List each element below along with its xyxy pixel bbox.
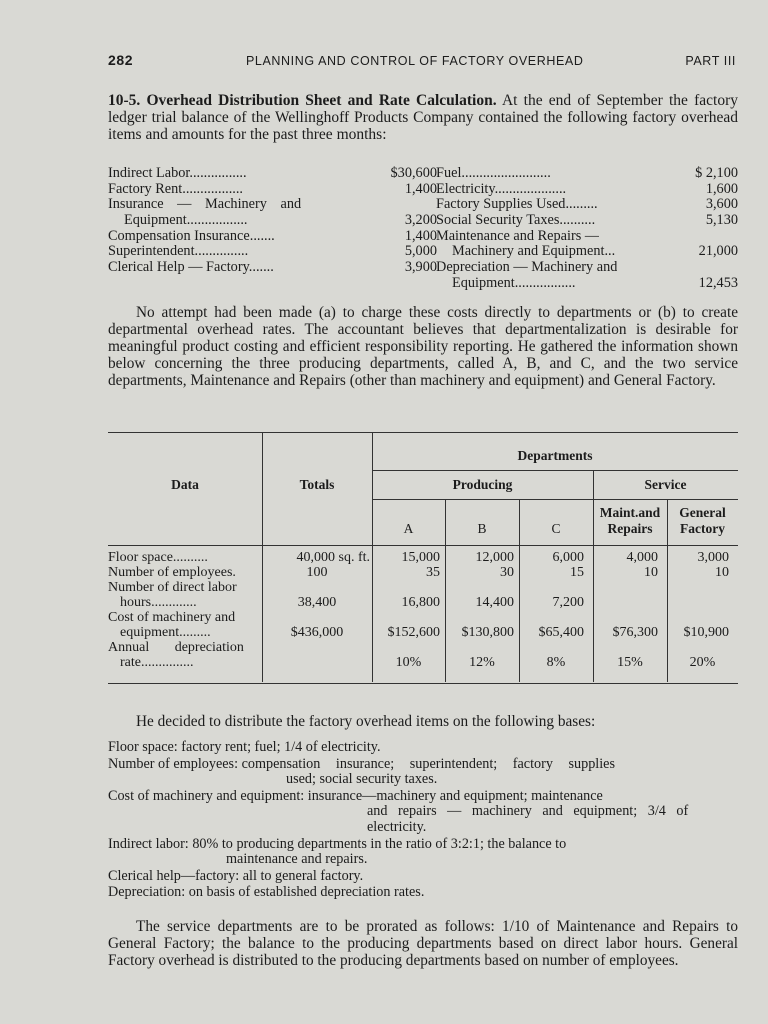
col-header-maint-line2: Repairs bbox=[607, 521, 653, 536]
col-header-b: B bbox=[477, 521, 487, 536]
row-label: Cost of machinery and bbox=[108, 610, 236, 625]
item-amount: 1,400 bbox=[404, 180, 437, 197]
col-header-general-line1: General bbox=[679, 505, 726, 520]
basis-term: Clerical help—factory: bbox=[108, 867, 240, 884]
basis-item bbox=[108, 837, 738, 868]
basis-text-cont: and repairs — machinery and equipment; 3/4 of bbox=[367, 803, 689, 820]
item-label: Clerical Help — Factory....... bbox=[108, 260, 274, 276]
item-label: Electricity.................... bbox=[436, 181, 567, 197]
departments-rule bbox=[372, 470, 738, 471]
item-label: Depreciation — Machinery and bbox=[436, 260, 618, 276]
page-number: 282 bbox=[108, 52, 134, 68]
cell-maint: 15% bbox=[617, 655, 643, 670]
basis-item bbox=[108, 869, 738, 885]
basis-text: 80% to producing departments in the ratio of 3:2:1; the balance to bbox=[192, 835, 567, 852]
item-amount: 3,900 bbox=[404, 259, 437, 276]
item-amount: $ 2,100 bbox=[695, 165, 738, 181]
item-label: Factory Rent................. bbox=[108, 181, 244, 197]
cell-b: $130,800 bbox=[461, 625, 514, 640]
producing-service-rule bbox=[372, 499, 738, 500]
item-amount: $30,600 bbox=[390, 165, 437, 181]
basis-term: Floor space: bbox=[108, 739, 178, 755]
header-bottom-rule bbox=[108, 545, 738, 546]
item-label: Superintendent............... bbox=[108, 244, 249, 260]
cell-c: 8% bbox=[546, 655, 566, 670]
overhead-item bbox=[108, 213, 437, 229]
item-label: Machinery and Equipment... bbox=[452, 244, 616, 260]
cell-maint: $76,300 bbox=[612, 625, 658, 640]
basis-text: on basis of established depreciation rates. bbox=[188, 884, 425, 901]
overhead-item bbox=[108, 244, 437, 260]
item-label: Maintenance and Repairs — bbox=[436, 228, 600, 244]
basis-text: factory rent; fuel; 1/4 of electricity. bbox=[181, 739, 381, 755]
basis-item bbox=[108, 740, 738, 756]
basis-item bbox=[108, 885, 738, 901]
row-label-cont: equipment......... bbox=[120, 625, 211, 640]
overhead-item bbox=[436, 229, 738, 245]
col-header-maint-line1: Maint.and bbox=[599, 505, 661, 520]
basis-item bbox=[108, 757, 738, 788]
problem-heading: Overhead Distribution Sheet and Rate Calculation. bbox=[146, 92, 497, 109]
paragraph-departmentalization: No attempt had been made (a) to charge these costs directly to departments or (b) to create departmental overhead rates. The accountant believes that departmentalization is desirable for meaningful product costing and efficient responsibility reporting. He gathered the information shown below concerning the three producing departments, called A, B, and C, and the two service departments, Maintenance and Repairs (other than machinery and equipment) and General Factory. bbox=[108, 304, 738, 389]
overhead-item bbox=[108, 166, 437, 182]
basis-item bbox=[108, 789, 738, 836]
basis-text-cont: electricity. bbox=[367, 818, 427, 835]
col-header-departments: Departments bbox=[517, 448, 593, 463]
cell-a: 16,800 bbox=[401, 595, 440, 610]
col-header-c: C bbox=[551, 521, 561, 536]
cell-a: $152,600 bbox=[387, 625, 440, 640]
distribution-bases-list bbox=[108, 740, 738, 902]
item-label: Indirect Labor................ bbox=[108, 166, 247, 181]
running-header bbox=[108, 52, 738, 72]
cell-totals: $436,000 bbox=[290, 625, 344, 640]
problem-intro bbox=[108, 92, 738, 143]
overhead-item bbox=[108, 229, 437, 245]
item-label: Fuel......................... bbox=[436, 166, 551, 181]
basis-term: Number of employees: bbox=[108, 755, 239, 772]
basis-text-cont: used; social security taxes. bbox=[286, 771, 438, 788]
cell-totals: 40,000 sq. ft. bbox=[296, 550, 370, 565]
row-label: Number of direct labor bbox=[108, 580, 237, 595]
overhead-item bbox=[436, 182, 738, 198]
col-header-a: A bbox=[403, 521, 414, 536]
cell-c: $65,400 bbox=[538, 625, 584, 640]
item-label: Equipment................. bbox=[452, 275, 576, 291]
overhead-items-left bbox=[108, 166, 437, 276]
basis-term: Depreciation: bbox=[108, 884, 186, 901]
cell-general: 3,000 bbox=[697, 550, 729, 565]
item-amount: 21,000 bbox=[698, 243, 738, 260]
item-label: Factory Supplies Used......... bbox=[436, 197, 598, 213]
overhead-item bbox=[108, 260, 437, 276]
item-label: Insurance — Machinery and bbox=[108, 197, 302, 213]
cell-b: 12% bbox=[469, 655, 495, 670]
overhead-item bbox=[108, 197, 437, 213]
item-amount: 3,200 bbox=[404, 212, 437, 229]
table-bottom-rule bbox=[108, 683, 738, 684]
basis-text: all to general factory. bbox=[242, 867, 364, 884]
overhead-item bbox=[436, 244, 738, 260]
col-header-general-line2: Factory bbox=[680, 521, 725, 536]
overhead-item bbox=[436, 213, 738, 229]
cell-totals: 100 bbox=[306, 565, 328, 580]
basis-text: compensation insurance; superintendent; factory supplies bbox=[241, 755, 615, 772]
row-label: Annual depreciation bbox=[108, 640, 244, 655]
overhead-item bbox=[436, 166, 738, 182]
cell-c: 6,000 bbox=[552, 550, 584, 565]
item-label: Compensation Insurance....... bbox=[108, 228, 275, 244]
overhead-item bbox=[436, 260, 738, 276]
overhead-item bbox=[436, 197, 738, 213]
cell-b: 30 bbox=[500, 565, 514, 580]
overhead-item bbox=[108, 182, 437, 198]
cell-a: 35 bbox=[426, 565, 440, 580]
basis-text-cont: maintenance and repairs. bbox=[226, 851, 368, 868]
item-label: Equipment................. bbox=[124, 213, 248, 229]
row-label-cont: rate............... bbox=[120, 655, 194, 670]
basis-term: Indirect labor: bbox=[108, 835, 189, 852]
overhead-items-right bbox=[436, 166, 738, 292]
problem-intro-text: At the end of September the factory ledger trial balance of the Wellinghoff Products Company contained the following factory overhead items and amounts for the past three months: bbox=[108, 92, 738, 143]
cell-a: 15,000 bbox=[401, 550, 440, 565]
cell-general: 10 bbox=[715, 565, 729, 580]
row-label-cont: hours............. bbox=[120, 595, 197, 610]
basis-term: Cost of machinery and equipment: bbox=[108, 787, 305, 804]
cell-b: 12,000 bbox=[475, 550, 514, 565]
cell-totals: 38,400 bbox=[297, 595, 337, 610]
col-header-data: Data bbox=[171, 477, 199, 492]
col-header-totals: Totals bbox=[299, 477, 335, 492]
item-amount: 1,400 bbox=[404, 227, 437, 244]
table-top-rule bbox=[108, 432, 738, 433]
cell-maint: 4,000 bbox=[626, 550, 658, 565]
cell-c: 15 bbox=[570, 565, 584, 580]
paragraph-service-proration: The service departments are to be prorated as follows: 1/10 of Maintenance and Repairs to General Factory; the balance to the producing departments based on direct labor hours. General Factory overhead is distributed to the producing departments based on number of employees. bbox=[108, 918, 738, 969]
col-header-service: Service bbox=[644, 477, 687, 492]
overhead-item bbox=[436, 276, 738, 292]
cell-c: 7,200 bbox=[552, 595, 584, 610]
cell-b: 14,400 bbox=[475, 595, 514, 610]
problem-number: 10-5. bbox=[108, 92, 141, 109]
item-amount: 5,000 bbox=[404, 243, 437, 260]
cell-maint: 10 bbox=[644, 565, 658, 580]
basis-text: insurance—machinery and equipment; maintenance bbox=[307, 787, 603, 804]
item-amount: 5,130 bbox=[705, 212, 738, 229]
item-amount: 3,600 bbox=[705, 196, 738, 213]
row-label: Floor space.......... bbox=[108, 550, 208, 565]
cell-general: 20% bbox=[689, 655, 716, 670]
chapter-title: PLANNING AND CONTROL OF FACTORY OVERHEAD bbox=[246, 54, 584, 68]
row-label: Number of employees. bbox=[108, 565, 236, 580]
item-label: Social Security Taxes.......... bbox=[436, 213, 596, 229]
paragraph-bases-intro: He decided to distribute the factory overhead items on the following bases: bbox=[136, 713, 596, 730]
cell-a: 10% bbox=[395, 655, 422, 670]
item-amount: 12,453 bbox=[698, 274, 738, 291]
item-amount: 1,600 bbox=[705, 180, 738, 197]
part-label: PART III bbox=[685, 54, 736, 68]
col-header-producing: Producing bbox=[452, 477, 513, 492]
cell-general: $10,900 bbox=[683, 625, 729, 640]
